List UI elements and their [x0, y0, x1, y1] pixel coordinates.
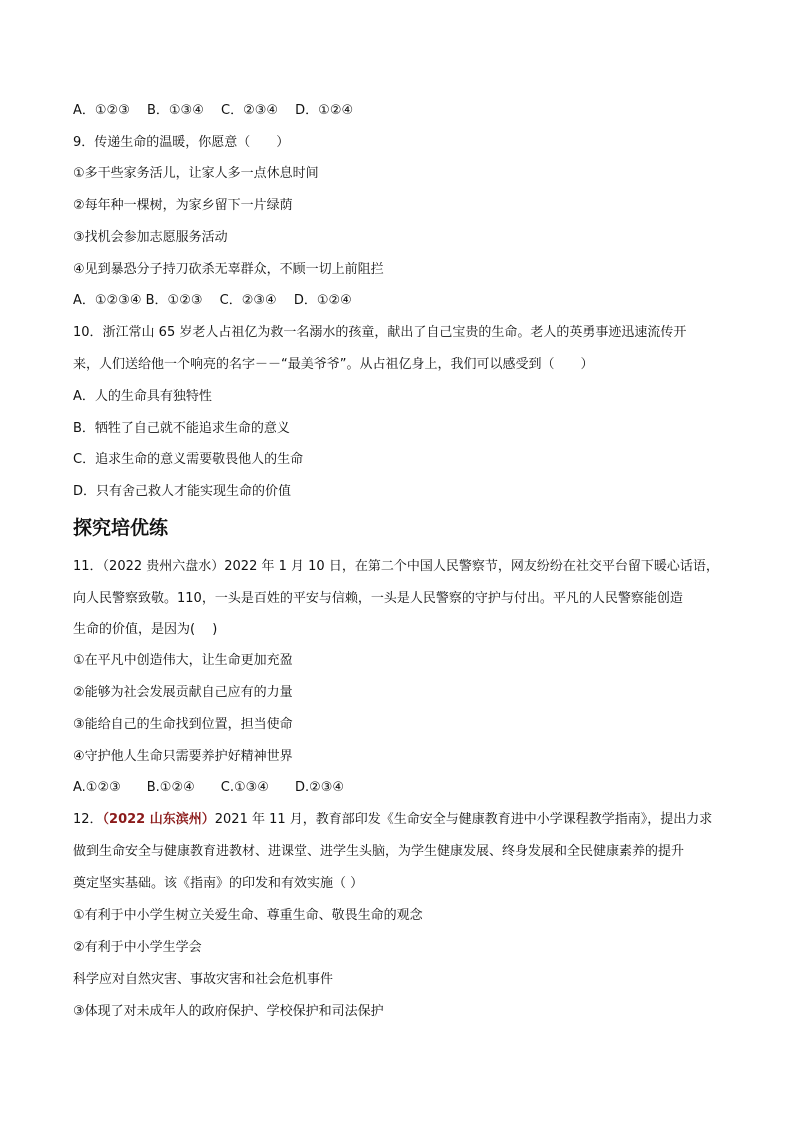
q11-item-1: ①在平凡中创造伟大，让生命更加充盈	[73, 653, 293, 668]
q12-stem-line-3: 奠定坚实基础。该《指南》的印发和有效实施（ ）	[73, 876, 364, 891]
q10-stem-line-1: 10．浙江常山 65 岁老人占祖亿为救一名溺水的孩童，献出了自己宝贵的生命。老人的英勇事迹迅速流传开	[73, 325, 687, 340]
q8-options: A．①②③ B．①③④ C．②③④ D．①②④	[73, 103, 354, 118]
q12-stem-line-2: 做到生命安全与健康教育进教材、进课堂、进学生头脑，为学生健康发展、终身发展和全民健康素养的提升	[73, 844, 685, 859]
q12-stem-line-1	[73, 811, 712, 829]
q11-options: A.①②③ B.①②④ C.①③④ D.②③④	[73, 780, 345, 795]
q11-stem-line-3: 生命的价值，是因为( )	[73, 622, 218, 637]
q10-choice-c: C．追求生命的意义需要敬畏他人的生命	[73, 452, 304, 467]
q9-item-2: ②每年种一棵树，为家乡留下一片绿荫	[73, 198, 293, 213]
q12-item-2-continued: 科学应对自然灾害、事故灾害和社会危机事件	[73, 972, 334, 987]
q10-choice-d: D．只有舍己救人才能实现生命的价值	[73, 484, 292, 499]
q11-stem-line-1: 11．（2022 贵州六盘水）2022 年 1 月 10 日，在第二个中国人民警察节，网友纷纷在社交平台留下暖心话语，	[73, 559, 719, 574]
q9-options: A．①②③④ B．①②③ C．②③④ D．①②④	[73, 293, 352, 308]
q12-item-3: ③体现了对未成年人的政府保护、学校保护和司法保护	[73, 1004, 384, 1019]
q12-item-2: ②有利于中小学生学会	[73, 940, 202, 955]
q11-stem-line-2: 向人民警察致敬。110，一头是百姓的平安与信赖，一头是人民警察的守护与付出。平凡的人民警察能创造	[73, 591, 683, 606]
q11-item-3: ③能给自己的生命找到位置，担当使命	[73, 717, 293, 732]
section-title: 探究培优练	[73, 517, 169, 539]
q10-choice-b: B．牺牲了自己就不能追求生命的意义	[73, 421, 290, 436]
q12-number: 12．	[73, 812, 103, 827]
q12-stem-text: 2021 年 11 月，教育部印发《生命安全与健康教育进中小学课程教学指南》，提出力求	[214, 812, 713, 827]
q11-item-4: ④守护他人生命只需要养护好精神世界	[73, 749, 293, 764]
q9-item-1: ①多干些家务活儿，让家人多一点休息时间	[73, 166, 319, 181]
q9-item-4: ④见到暴恐分子持刀砍杀无辜群众，不顾一切上前阻拦	[73, 262, 384, 277]
q9-item-3: ③找机会参加志愿服务活动	[73, 230, 228, 245]
q10-choice-a: A．人的生命具有独特性	[73, 389, 212, 404]
q12-item-1: ①有利于中小学生树立关爱生命、尊重生命、敬畏生命的观念	[73, 908, 423, 923]
q9-stem: 9．传递生命的温暖，你愿意（ ）	[73, 135, 290, 150]
q11-item-2: ②能够为社会发展贡献自己应有的力量	[73, 685, 293, 700]
q10-stem-line-2: 来，人们送给他一个响亮的名字－－“最美爷爷”。从占祖亿身上，我们可以感受到（ ）	[73, 357, 594, 372]
q12-source: （2022 山东滨州）	[102, 812, 215, 827]
